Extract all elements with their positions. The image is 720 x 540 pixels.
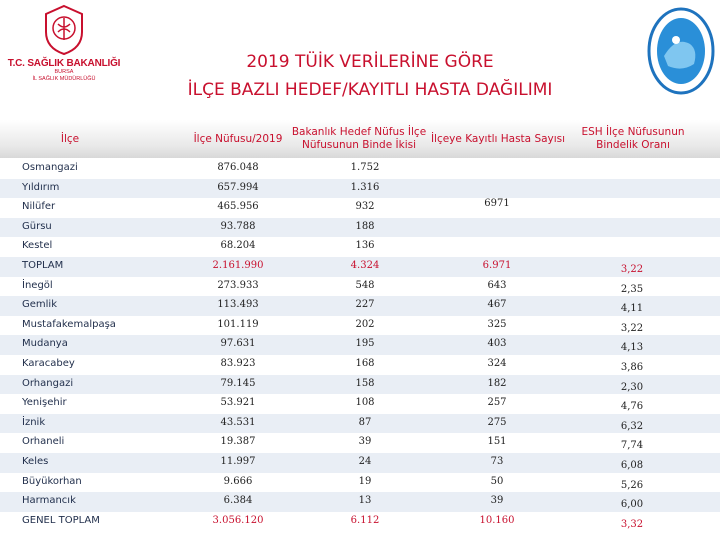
cell-population: 6.384 [223, 495, 253, 507]
merged-registered-value: 6971 [484, 198, 510, 209]
cell-registered: 39 [490, 495, 504, 507]
cell-target: 13 [358, 495, 372, 507]
cell-population: 113.493 [217, 299, 259, 311]
table-row [0, 257, 720, 277]
ministry-emblem-icon [42, 4, 86, 56]
cell-population: 273.933 [217, 279, 259, 291]
table-row [0, 453, 720, 473]
cell-population: 2.161.990 [212, 260, 264, 271]
cell-target: 195 [355, 338, 375, 350]
cell-district: Keles [22, 456, 49, 467]
cell-rate: 6,00 [620, 499, 644, 511]
table-row [0, 277, 720, 297]
table-row [0, 512, 720, 532]
cell-registered: 151 [487, 436, 507, 448]
cell-target: 6.112 [350, 514, 380, 526]
cell-rate: 3,22 [620, 264, 644, 275]
cell-population: 11.997 [220, 456, 256, 467]
cell-district: Kestel [22, 240, 53, 252]
title-line-1: 2019 TÜİK VERİLERİNE GÖRE [246, 52, 494, 72]
cell-population: 657.994 [217, 181, 259, 193]
cell-population: 3.056.120 [212, 514, 264, 526]
table-row [0, 237, 720, 257]
esh-logo [646, 6, 716, 96]
table-row [0, 414, 720, 434]
cell-district: Büyükorhan [22, 475, 82, 487]
cell-rate: 2,35 [620, 283, 644, 295]
cell-district: Orhangazi [22, 377, 74, 389]
cell-rate: 6,32 [620, 420, 644, 432]
cell-registered: 467 [487, 299, 507, 311]
cell-registered: 403 [487, 338, 507, 350]
cell-population: 93.788 [220, 220, 256, 232]
column-header-population: İlçe Nüfusu/2019 [193, 133, 283, 145]
cell-district: Yıldırım [22, 181, 60, 193]
cell-district: Karacabey [22, 358, 75, 369]
column-header-target: Bakanlık Hedef Nüfus İlçe Nüfusunun Binde İkisi [291, 126, 427, 151]
cell-rate: 3,32 [620, 518, 644, 530]
cell-rate: 5,26 [620, 479, 644, 491]
cell-population: 53.921 [220, 397, 256, 409]
cell-population: 79.145 [220, 377, 256, 389]
table-row [0, 394, 720, 414]
cell-district: Mudanya [22, 338, 68, 350]
cell-target: 39 [358, 436, 372, 448]
cell-registered: 6.971 [482, 260, 512, 271]
cell-registered: 73 [490, 456, 504, 467]
cell-population: 876.048 [217, 162, 259, 173]
cell-target: 202 [355, 318, 375, 330]
table-header [0, 120, 720, 158]
cell-target: 108 [355, 397, 375, 409]
cell-target: 1.752 [350, 162, 380, 173]
cell-district: İznik [22, 416, 46, 428]
cell-registered: 182 [487, 377, 507, 389]
cell-rate: 3,22 [620, 322, 644, 334]
ministry-sub-directorate: İL SAĞLIK MÜDÜRLÜĞÜ [32, 76, 96, 82]
cell-district: Nilüfer [22, 201, 56, 213]
cell-rate: 7,74 [620, 440, 644, 452]
cell-registered: 50 [490, 475, 504, 487]
cell-population: 97.631 [220, 338, 256, 350]
column-header-registered: İlçeye Kayıtlı Hasta Sayısı [430, 133, 566, 145]
cell-target: 548 [355, 279, 375, 291]
cell-target: 136 [355, 240, 375, 252]
table-row [0, 296, 720, 316]
cell-rate: 3,86 [620, 362, 644, 373]
cell-target: 87 [358, 416, 372, 428]
cell-district: İnegöl [22, 279, 53, 291]
ministry-name: T.C. SAĞLIK BAKANLIĞI [7, 58, 121, 69]
table-row [0, 433, 720, 453]
column-header-district: İlçe [60, 133, 80, 145]
cell-district: Gemlik [22, 299, 57, 311]
column-header-rate: ESH İlçe Nüfusunun Bindelik Oranı [581, 126, 685, 151]
cell-district: Osmangazi [22, 162, 78, 173]
cell-district: TOPLAM [22, 260, 64, 271]
cell-population: 68.204 [220, 240, 256, 252]
cell-target: 188 [355, 220, 375, 232]
cell-target: 1.316 [350, 181, 380, 193]
cell-target: 227 [355, 299, 375, 311]
ministry-logo [4, 4, 124, 104]
cell-district: Yenişehir [22, 397, 67, 409]
cell-rate: 4,11 [620, 303, 644, 315]
cell-population: 19.387 [220, 436, 256, 448]
cell-rate: 4,13 [620, 342, 644, 354]
cell-registered: 324 [487, 358, 507, 369]
cell-district: Harmancık [22, 495, 76, 507]
cell-registered: 257 [487, 397, 507, 409]
cell-target: 19 [358, 475, 372, 487]
page-title [130, 48, 610, 104]
table-row [0, 492, 720, 512]
esh-badge-icon [646, 6, 716, 96]
table-row [0, 316, 720, 336]
cell-rate: 4,76 [620, 401, 644, 413]
cell-target: 24 [358, 456, 372, 467]
table-row [0, 473, 720, 493]
cell-district: Orhaneli [22, 436, 65, 448]
table-row [0, 375, 720, 395]
table-row [0, 218, 720, 238]
cell-target: 168 [355, 358, 375, 369]
cell-registered: 643 [487, 279, 507, 291]
table-row [0, 159, 720, 179]
cell-population: 43.531 [220, 416, 256, 428]
cell-target: 158 [355, 377, 375, 389]
cell-registered: 10.160 [479, 514, 515, 526]
table-row [0, 198, 720, 218]
cell-rate: 6,08 [620, 460, 644, 471]
table-row [0, 179, 720, 199]
table-row [0, 355, 720, 375]
cell-population: 465.956 [217, 201, 259, 213]
cell-target: 4.324 [350, 260, 380, 271]
table-row [0, 335, 720, 355]
cell-population: 9.666 [223, 475, 253, 487]
cell-population: 101.119 [217, 318, 259, 330]
cell-registered: 325 [487, 318, 507, 330]
cell-district: Mustafakemalpaşa [22, 318, 116, 330]
cell-population: 83.923 [220, 358, 256, 369]
title-line-2: İLÇE BAZLI HEDEF/KAYITLI HASTA DAĞILIMI [187, 80, 553, 100]
cell-rate: 2,30 [620, 381, 644, 393]
cell-target: 932 [355, 201, 375, 213]
cell-district: Gürsu [22, 220, 52, 232]
cell-district: GENEL TOPLAM [22, 514, 100, 526]
cell-registered: 275 [487, 416, 507, 428]
ministry-sub-city: BURSA [54, 69, 74, 75]
